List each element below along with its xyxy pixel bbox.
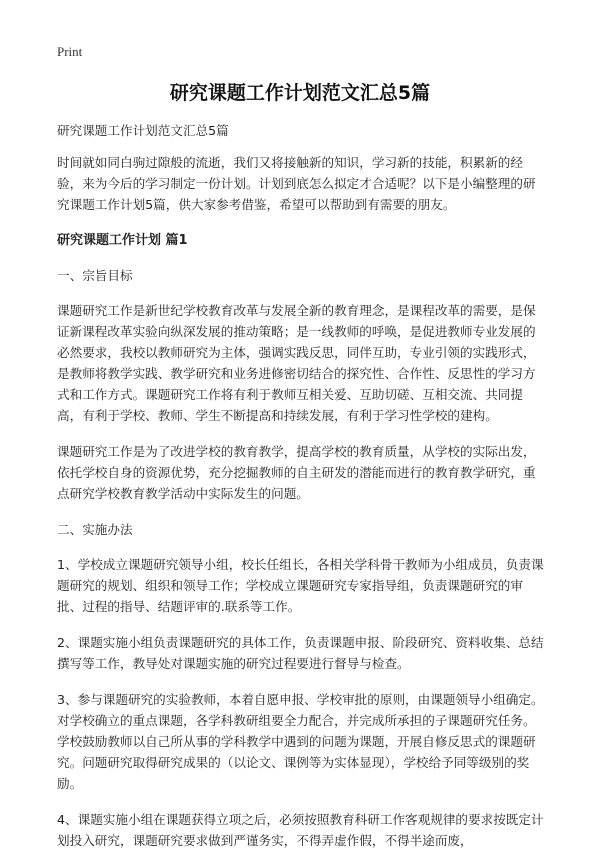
intro-paragraph: 时间就如同白驹过隙般的流逝，我们又将接触新的知识，学习新的技能，积累新的经验，来为今后的学习制定一份计划。计划到底怎么拟定才合适呢？以下是小编整理的研究课题工作计划5篇，供大家参考借鉴，希望可以帮助到有需要的朋友。 bbox=[57, 155, 536, 212]
section-heading-methods: 二、实施办法 bbox=[57, 522, 133, 537]
list-item: 1、学校成立课题研究领导小组，校长任组长，各相关学科骨干教师为小组成员，负责课题研究的规划、组织和领导工作；学校成立课题研究专家指导组，负责课题研究的审批、过程的指导、结题评审的.联系等工作。 bbox=[57, 557, 544, 614]
list-item: 4、课题实施小组在课题获得立项之后，必须按照教育科研工作客观规律的要求按既定计划投入研究，课题研究要求做到严谨务实，不得弄虚作假，不得半途而废， bbox=[57, 812, 544, 848]
list-item: 3、参与课题研究的实验教师，本着自愿申报、学校审批的原则，由课题领导小组确定。对学校确立的重点课题，各学科教研组要全力配合，并完成所承担的子课题研究任务。学校鼓励教师以自己所从事的学科教学中遇到的问题为课题，开展自修反思式的课题研究。问题研究取得研究成果的（以论文、课例等为实体显现），学校给予同等级别的奖励。 bbox=[57, 692, 544, 791]
section-heading-goals: 一、宗旨目标 bbox=[57, 268, 133, 283]
page-title: 研究课题工作计划范文汇总5篇 bbox=[169, 82, 431, 104]
list-item: 2、课题实施小组负责课题研究的具体工作，负责课题申报、阶段研究、资料收集、总结撰写等工作，教导处对课题实施的研究过程要进行督导与检查。 bbox=[57, 635, 544, 671]
paragraph: 课题研究工作是为了改进学校的教育教学，提高学校的教育质量，从学校的实际出发，依托学校自身的资源优势，充分挖掘教师的自主研发的潜能而进行的教育教学研究，重点研究学校教育教学活动中实际发生的问题。 bbox=[57, 444, 536, 501]
paragraph: 课题研究工作是新世纪学校教育改革与发展全新的教育理念，是课程改革的需要，是保证新课程改革实验向纵深发展的推动策略；是一线教师的呼唤，是促进教师专业发展的必然要求，我校以教师研究为主体，强调实践反思，同伴互助，专业引领的实践形式，是教师将教学实践、教学研究和业务进修密切结合的探究性、合作性、反思性的学习方式和工作方式。课题研究工作将有利于教师互相关爱、互助切磋、互相交流、共同提高，有利于学校、教师、学生不断提高和持续发展，有利于学习性学校的建构。 bbox=[57, 303, 536, 423]
print-link[interactable]: Print bbox=[57, 44, 83, 59]
article-heading: 研究课题工作计划 篇1 bbox=[57, 233, 188, 248]
document-body bbox=[57, 120, 545, 866]
document-subtitle: 研究课题工作计划范文汇总5篇 bbox=[57, 123, 229, 138]
